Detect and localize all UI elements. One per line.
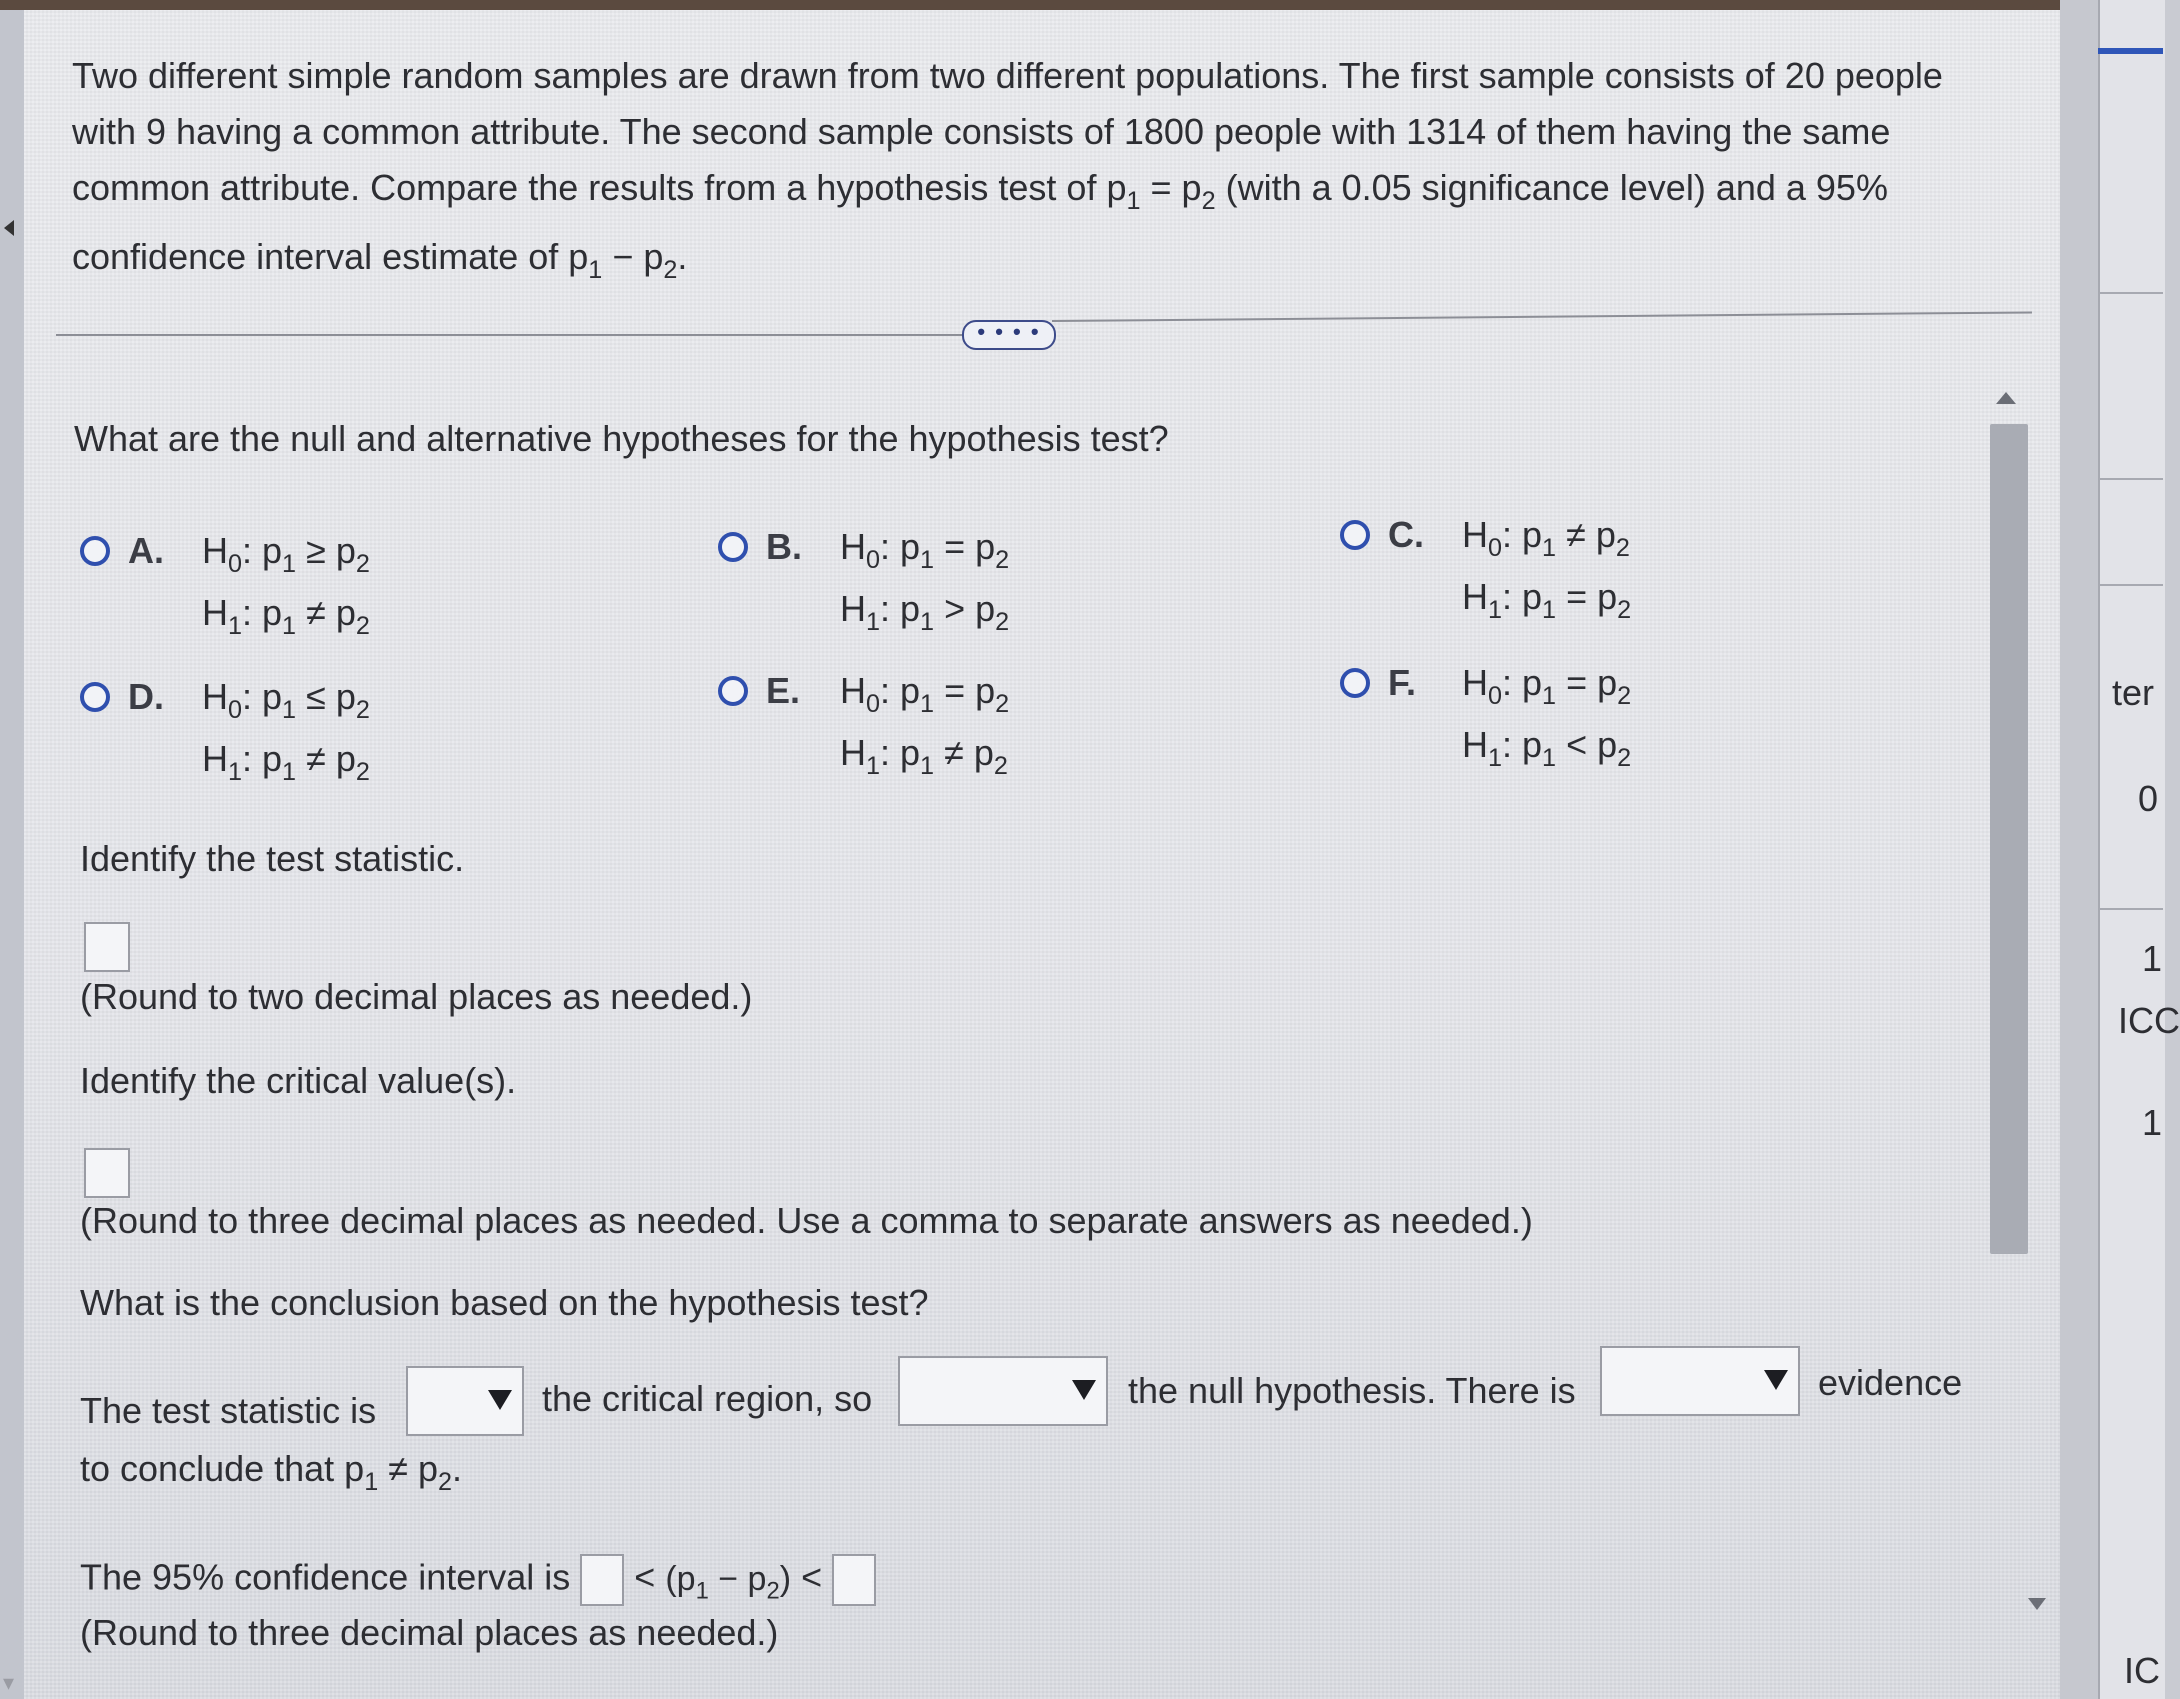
- radio-c[interactable]: [1340, 520, 1370, 550]
- radio-d[interactable]: [80, 682, 110, 712]
- option-c-h0: $H_0$: $p_1 \ne p_2$: [1462, 514, 1630, 562]
- question-test-statistic: Identify the test statistic.: [80, 838, 465, 879]
- option-c-letter: C.: [1388, 514, 1424, 555]
- radio-a[interactable]: [80, 536, 110, 566]
- conclusion-text-5: to conclude that $p_1 \ne p_2$.: [80, 1448, 463, 1496]
- right-panel-text: 1: [2142, 938, 2163, 979]
- round-two-decimals-note: (Round to two decimal places as needed.): [80, 976, 753, 1017]
- option-b-h0: $H_0$: $p_1 = p_2$: [840, 526, 1010, 574]
- option-f-letter: F.: [1388, 662, 1417, 703]
- right-panel-text: 0: [2138, 778, 2159, 819]
- radio-b[interactable]: [718, 532, 748, 562]
- critical-values-input[interactable]: [84, 1148, 130, 1198]
- ci-upper-input[interactable]: [832, 1554, 876, 1606]
- problem-line-2: with 9 having a common attribute. The second sample consists of 1800 people with 1314 of them having the same: [72, 111, 1891, 152]
- round-three-decimals-comma-note: (Round to three decimal places as needed. Use a comma to separate answers as needed.): [80, 1200, 1533, 1241]
- dropdown-arrow-icon: [488, 1390, 512, 1410]
- scroll-up-icon[interactable]: [1996, 392, 2016, 404]
- divider-left: [56, 334, 971, 336]
- dropdown-arrow-icon: [1072, 1380, 1096, 1400]
- test-statistic-input[interactable]: [84, 922, 130, 972]
- reject-decision-dropdown[interactable]: [898, 1356, 1108, 1426]
- conclusion-text-1: The test statistic is: [80, 1390, 377, 1431]
- right-panel-divider: [2098, 908, 2163, 910]
- problem-statement: [72, 48, 2012, 298]
- option-d-h1: $H_1$: $p_1 \ne p_2$: [202, 738, 370, 786]
- scroll-down-icon[interactable]: ▾: [3, 1670, 15, 1695]
- right-panel-text: ICC: [2118, 1000, 2180, 1041]
- problem-line-3: common attribute. Compare the results from a hypothesis test of $p_1 = p_2$ (with a 0.05 significance level) and a 95%: [72, 167, 1888, 215]
- critical-region-dropdown[interactable]: [406, 1366, 524, 1436]
- right-panel-text: ter: [2112, 672, 2155, 713]
- conclusion-text-4: evidence: [1818, 1362, 1963, 1403]
- right-panel-divider: [2098, 478, 2163, 480]
- option-a-h1: $H_1$: $p_1 \ne p_2$: [202, 592, 370, 640]
- conclusion-text-2: the critical region, so: [542, 1378, 873, 1419]
- option-e-letter: E.: [766, 670, 801, 711]
- right-panel-text: 1: [2142, 1102, 2163, 1143]
- question-critical-values: Identify the critical value(s).: [80, 1060, 517, 1101]
- question-hypotheses: What are the null and alternative hypotheses for the hypothesis test?: [74, 418, 1169, 459]
- scroll-down-arrow-icon[interactable]: [2028, 1598, 2046, 1610]
- round-three-decimals-note: (Round to three decimal places as needed.): [80, 1612, 779, 1653]
- problem-line-4: confidence interval estimate of $p_1 - p_2$.: [72, 235, 688, 284]
- option-f-h0: $H_0$: $p_1 = p_2$: [1462, 662, 1632, 710]
- option-b-h1: $H_1$: $p_1 > p_2$: [840, 588, 1010, 636]
- question-conclusion: What is the conclusion based on the hypothesis test?: [80, 1282, 929, 1323]
- ci-label: The 95% confidence interval is: [80, 1556, 571, 1598]
- option-f-h1: $H_1$: $p_1 < p_2$: [1462, 724, 1632, 772]
- option-d-h0: $H_0$: $p_1 \le p_2$: [202, 676, 370, 724]
- option-c-h1: $H_1$: $p_1 = p_2$: [1462, 576, 1632, 624]
- ci-lower-input[interactable]: [580, 1554, 624, 1606]
- option-e-h0: $H_0$: $p_1 = p_2$: [840, 670, 1010, 718]
- right-panel-divider: [2098, 584, 2163, 586]
- evidence-dropdown[interactable]: [1600, 1346, 1800, 1416]
- scrollbar-thumb[interactable]: [1990, 424, 2028, 1254]
- option-e-h1: $H_1$: $p_1 \ne p_2$: [840, 732, 1008, 780]
- option-d-letter: D.: [128, 676, 164, 717]
- right-side-panel: [2098, 0, 2165, 1699]
- option-b-letter: B.: [766, 526, 802, 567]
- right-panel-divider: [2098, 292, 2163, 294]
- right-panel-text: IC: [2124, 1650, 2160, 1691]
- conclusion-text-3: the null hypothesis. There is: [1128, 1370, 1576, 1411]
- confidence-interval-row: The 95% confidence interval is < $(p_1 - p_2)$ <: [80, 1554, 876, 1606]
- dropdown-arrow-icon: [1764, 1370, 1788, 1390]
- right-panel-accent: [2098, 48, 2163, 54]
- radio-e[interactable]: [718, 676, 748, 706]
- divider-right: [1052, 311, 2032, 322]
- radio-f[interactable]: [1340, 668, 1370, 698]
- option-a-h0: $H_0$: $p_1 \ge p_2$: [202, 530, 370, 578]
- problem-line-1: Two different simple random samples are drawn from two different populations. The first sample consists of 20 people: [72, 55, 1943, 96]
- ci-expression: $(p_1 - p_2)$: [665, 1559, 792, 1604]
- expand-button[interactable]: • • • •: [962, 320, 1056, 350]
- option-a-letter: A.: [128, 530, 164, 571]
